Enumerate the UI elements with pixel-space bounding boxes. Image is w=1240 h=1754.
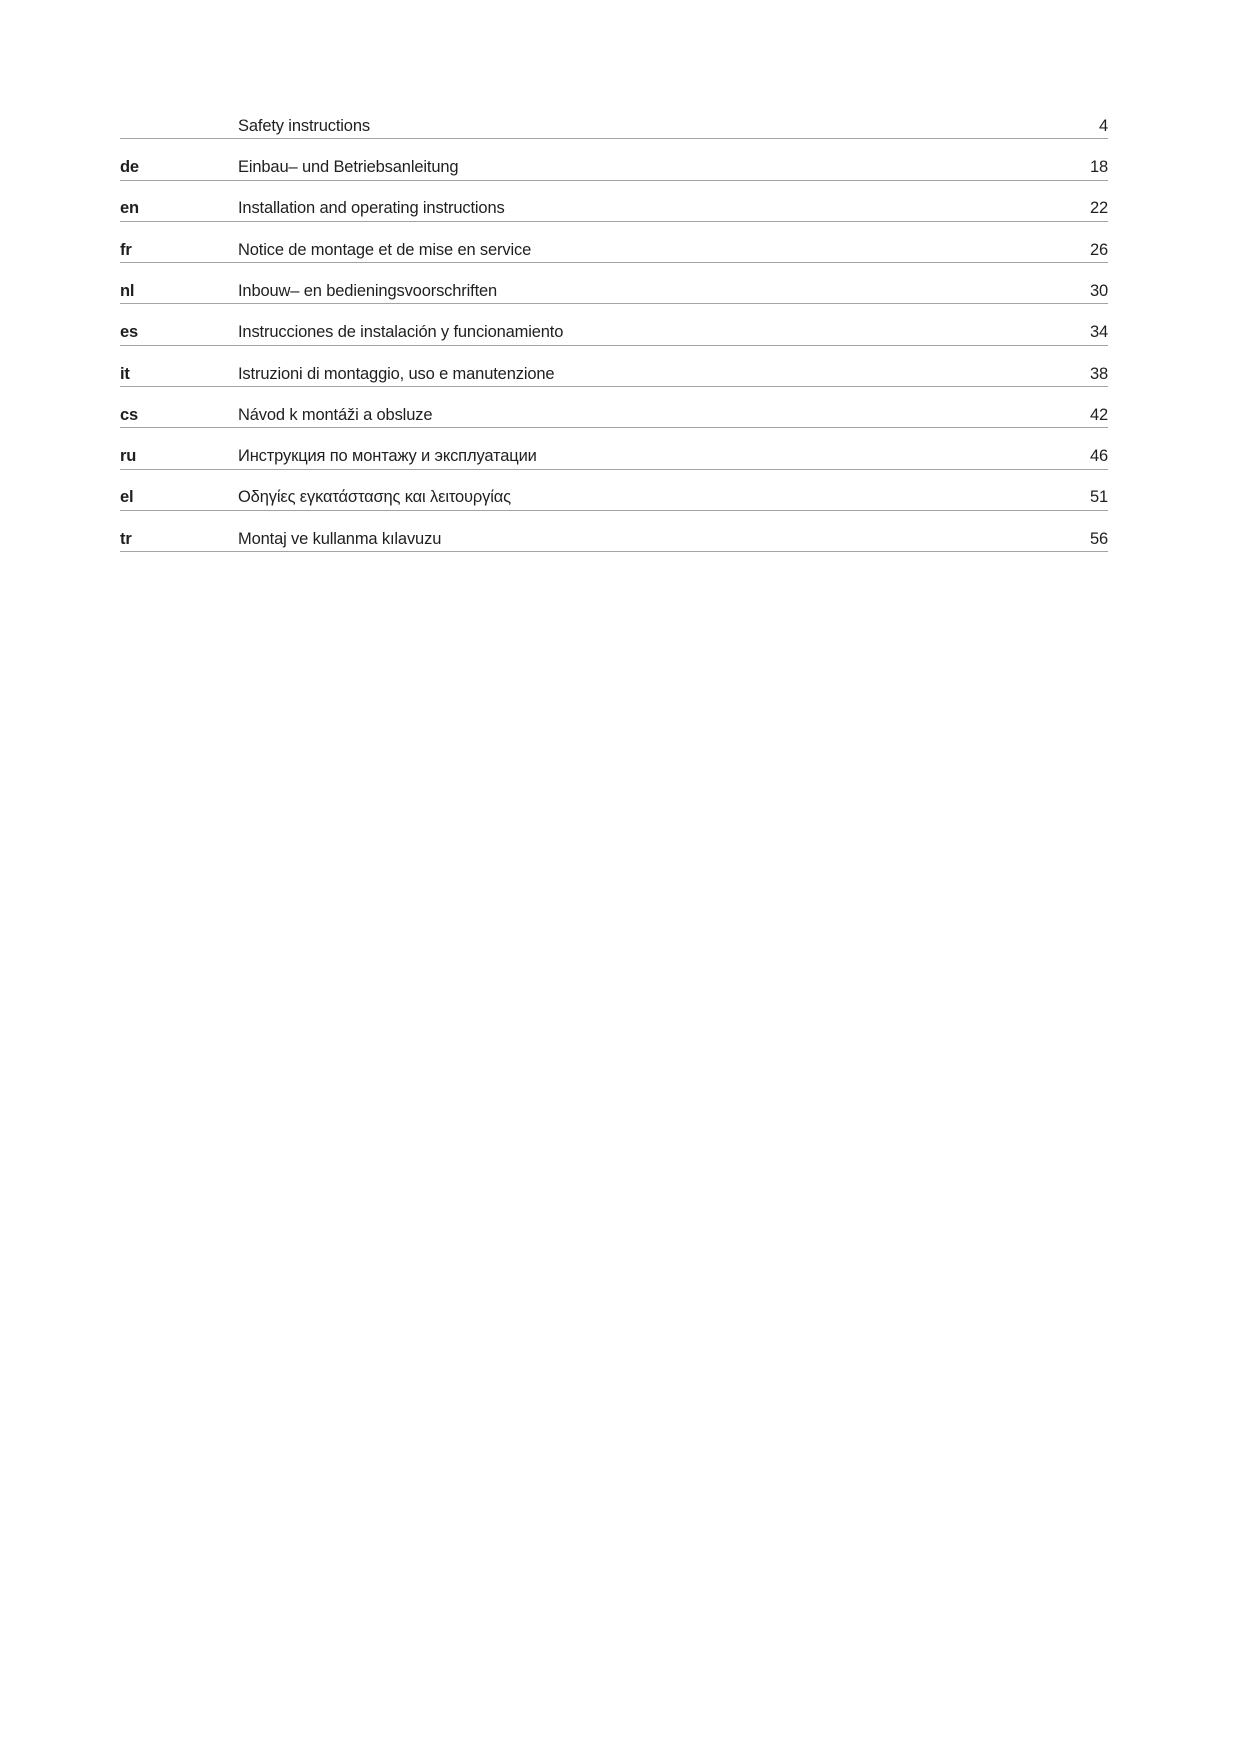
language-code: tr [120, 529, 132, 548]
table-of-contents [120, 98, 1108, 552]
toc-entry-title: Montaj ve kullanma kılavuzu [238, 529, 442, 548]
toc-entry-title: Instrucciones de instalación y funcionamiento [238, 323, 564, 342]
language-code: es [120, 323, 139, 342]
toc-row-cs [120, 387, 1108, 428]
toc-entry-title: Οδηγίες εγκατάστασης και λειτουργίας [238, 488, 511, 507]
language-code: ru [120, 447, 137, 466]
toc-entry-title: Инструкция по монтажу и эксплуатации [238, 447, 537, 466]
toc-row-safety [120, 98, 1108, 139]
toc-entry-title: Istruzioni di montaggio, uso e manutenzione [238, 364, 555, 383]
toc-row-el [120, 470, 1108, 511]
language-code: nl [120, 281, 135, 300]
toc-entry-page-number: 46 [1089, 447, 1108, 466]
toc-entry-page-number: 51 [1089, 488, 1108, 507]
toc-entry-page-number: 56 [1089, 529, 1108, 548]
toc-row-es [120, 304, 1108, 345]
language-code: el [120, 488, 134, 507]
toc-entry-page-number: 42 [1089, 405, 1108, 424]
toc-entry-title: Safety instructions [238, 116, 370, 135]
toc-entry-page-number: 38 [1089, 364, 1108, 383]
toc-entry-page-number: 18 [1089, 158, 1108, 177]
toc-entry-page-number: 26 [1089, 240, 1108, 259]
language-code: cs [120, 405, 139, 424]
toc-entry-page-number: 22 [1089, 199, 1108, 218]
toc-row-tr [120, 511, 1108, 552]
language-code: en [120, 199, 139, 218]
toc-entry-page-number: 30 [1089, 281, 1108, 300]
toc-entry-title: Návod k montáži a obsluze [238, 405, 433, 424]
toc-entry-title: Einbau– und Betriebsanleitung [238, 158, 459, 177]
toc-row-ru [120, 428, 1108, 469]
toc-entry-title: Inbouw– en bedieningsvoorschriften [238, 281, 498, 300]
toc-row-it [120, 346, 1108, 387]
toc-entry-page-number: 4 [1098, 116, 1108, 135]
language-code: fr [120, 240, 132, 259]
language-code: de [120, 158, 139, 177]
toc-row-nl [120, 263, 1108, 304]
toc-row-fr [120, 222, 1108, 263]
toc-entry-title: Notice de montage et de mise en service [238, 240, 532, 259]
toc-entry-page-number: 34 [1089, 323, 1108, 342]
language-code: it [120, 364, 130, 383]
toc-row-de [120, 139, 1108, 180]
toc-row-en [120, 181, 1108, 222]
toc-entry-title: Installation and operating instructions [238, 199, 505, 218]
